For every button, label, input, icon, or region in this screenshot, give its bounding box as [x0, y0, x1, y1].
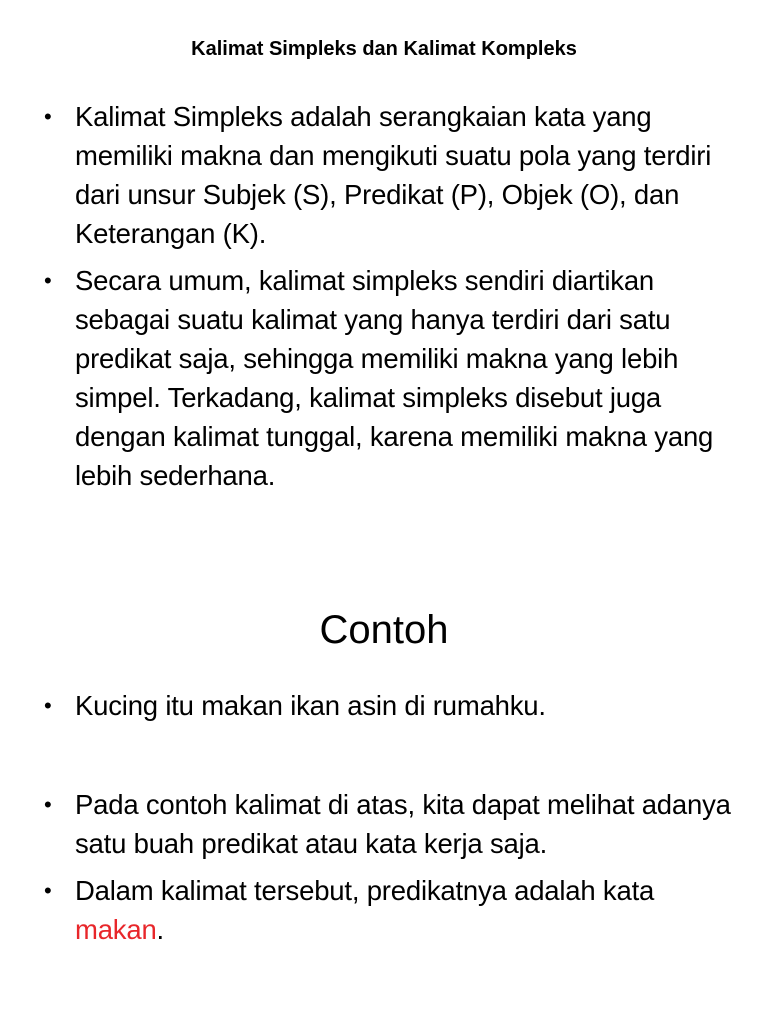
bullet-text: Kalimat Simpleks adalah serangkaian kata yang memiliki makna dan mengikuti suatu pola yang terdiri dari unsur Subjek (S), Predikat (P), Objek (O), dan Keterangan (K).	[75, 101, 712, 249]
bullet-text: Kucing itu makan ikan asin di rumahku.	[75, 690, 546, 721]
bullet-icon: •	[44, 268, 52, 293]
bullet-item	[44, 261, 734, 495]
slide-title: Kalimat Simpleks dan Kalimat Kompleks	[191, 38, 577, 60]
slide-title: Contoh	[319, 608, 449, 652]
bullet-item	[44, 871, 734, 949]
bullet-text: Pada contoh kalimat di atas, kita dapat melihat adanya satu buah predikat atau kata kerja saja.	[75, 789, 731, 859]
bullet-icon: •	[44, 693, 52, 718]
bullet-text-prefix: Dalam kalimat tersebut, predikatnya adalah kata	[75, 875, 655, 906]
bullet-item	[44, 686, 734, 725]
bullet-list	[44, 97, 734, 495]
slide-contoh	[0, 560, 768, 1024]
highlighted-word: makan	[75, 914, 157, 945]
bullet-icon: •	[44, 792, 52, 817]
bullet-icon: •	[44, 104, 52, 129]
bullet-text-suffix: .	[156, 914, 164, 945]
bullet-item	[44, 785, 734, 863]
bullet-icon: •	[44, 878, 52, 903]
bullet-text	[75, 875, 654, 945]
bullet-item	[44, 97, 734, 253]
bullet-list	[44, 686, 734, 949]
bullet-text: Secara umum, kalimat simpleks sendiri diartikan sebagai suatu kalimat yang hanya terdiri dari satu predikat saja, sehingga memiliki makna yang lebih simpel. Terkadang, kalimat simpleks disebut juga dengan kalimat tunggal, karena memiliki makna yang lebih sederhana.	[75, 265, 714, 491]
